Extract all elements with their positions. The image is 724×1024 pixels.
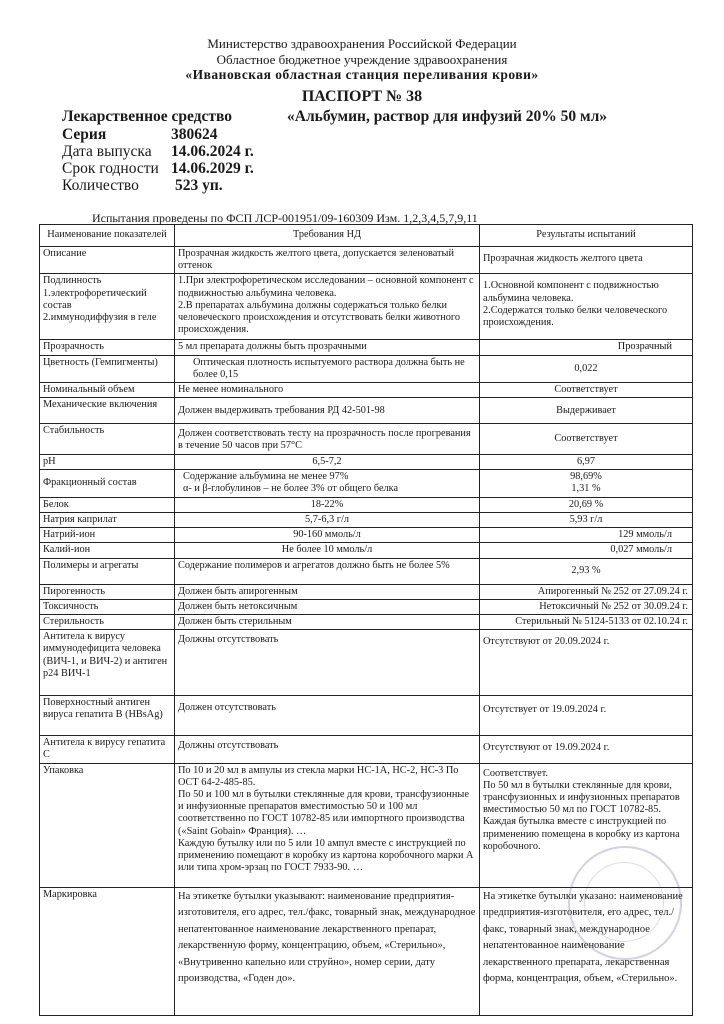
table-row [40, 398, 693, 424]
row-requirement: Должен соответствовать тесту на прозрачность после прогревания в течение 50 часов при 57°С [175, 424, 480, 454]
row-result: Соответствует [480, 383, 693, 398]
table-row [40, 469, 693, 497]
row-name: pH [40, 454, 175, 469]
row-requirement: 1.При электрофоретическом исследовании – основной компонент с подвижностью альбумина человека. 2.В препаратах альбумина должны содержаться только белки человеческого происхождения и отсутствовать белки животного происхождения. [175, 274, 480, 340]
table-row [40, 558, 693, 584]
row-name: Упаковка [40, 763, 175, 887]
row-name: Стерильность [40, 615, 175, 630]
row-result: Отсутствуют от 19.09.2024 г. [480, 736, 693, 763]
row-name: Пирогенность [40, 584, 175, 599]
table-row [40, 274, 693, 340]
table-row [40, 247, 693, 274]
table-row [40, 513, 693, 528]
row-requirement: 5 мл препарата должны быть прозрачными [175, 340, 480, 355]
quantity-value: 523 уп. [175, 177, 223, 194]
series-label: Серия [62, 126, 107, 143]
row-name: Стабильность [40, 424, 175, 454]
header-name: Наименование показателей [40, 225, 175, 247]
row-name: Номинальный объем [40, 383, 175, 398]
row-requirement: Не менее номинального [175, 383, 480, 398]
row-result: Прозрачный [480, 340, 693, 355]
quantity-label: Количество [62, 177, 139, 194]
row-result: 20,69 % [480, 497, 693, 512]
row-name: Цветность (Гемпигменты) [40, 355, 175, 382]
row-result: Прозрачная жидкость желтого цвета [480, 247, 693, 274]
expiry-date-value: 14.06.2029 г. [171, 160, 254, 177]
institution-line: Областное бюджетное учреждение здравоохранения [216, 52, 508, 67]
release-date-value: 14.06.2024 г. [171, 143, 254, 160]
table-row [40, 615, 693, 630]
row-requirement: 18-22% [175, 497, 480, 512]
row-result: 1.Основной компонент с подвижностью альбумина человека. 2.Содержатся только белки человеческого происхождения. [480, 274, 693, 340]
row-name: Токсичность [40, 599, 175, 614]
tests-note: Испытания проведены по ФСП ЛСР-001951/09-160309 Изм. 1,2,3,4,5,7,9,11 [92, 211, 478, 225]
table-row [40, 630, 693, 696]
table-row [40, 763, 693, 887]
row-requirement: Содержание полимеров и агрегатов должно быть не более 5% [175, 558, 480, 584]
row-result: 129 ммоль/л [480, 528, 693, 543]
row-result: Отсутствуют от 20.09.2024 г. [480, 630, 693, 696]
row-name: Натрия каприлат [40, 513, 175, 528]
table-row [40, 543, 693, 558]
release-date-label: Дата выпуска [62, 143, 152, 160]
row-name: Натрий-ион [40, 528, 175, 543]
station-line: «Ивановская областная станция переливания крови» [185, 67, 539, 82]
row-result: 0,022 [480, 355, 693, 382]
row-requirement: Содержание альбумина не менее 97% α- и β-глобулинов – не более 3% от общего белка [175, 469, 480, 497]
row-requirement: Должен быть стерильным [175, 615, 480, 630]
row-name: Полимеры и агрегаты [40, 558, 175, 584]
row-name: Антитела к вирусу иммунодефицита человека (ВИЧ-1, и ВИЧ-2) и антиген р24 ВИЧ-1 [40, 630, 175, 696]
row-result: 5,93 г/л [480, 513, 693, 528]
table-row [40, 355, 693, 382]
expiry-date-label: Срок годности [62, 160, 159, 177]
table-row [40, 340, 693, 355]
row-result: 2,93 % [480, 558, 693, 584]
row-requirement: Должен отсутствовать [175, 696, 480, 736]
row-requirement: 5,7-6,3 г/л [175, 513, 480, 528]
row-result: Нетоксичный № 252 от 30.09.24 г. [480, 599, 693, 614]
row-requirement: Оптическая плотность испытуемого раствора должна быть не более 0,15 [175, 355, 480, 382]
ministry-line: Министерство здравоохранения Российской Федерации [207, 36, 517, 51]
row-result: Соответствует [480, 424, 693, 454]
row-result: Отсутствует от 19.09.2024 г. [480, 696, 693, 736]
row-name: Поверхностный антиген вируса гепатита В (HBsAg) [40, 696, 175, 736]
header-results: Результаты испытаний [480, 225, 693, 247]
row-name: Антитела к вирусу гепатита С [40, 736, 175, 763]
row-name: Маркировка [40, 887, 175, 1015]
row-requirement: Должны отсутствовать [175, 630, 480, 696]
table-row [40, 424, 693, 454]
row-name: Механические включения [40, 398, 175, 424]
row-result: 0,027 ммоль/л [480, 543, 693, 558]
row-result: 98,69% 1,31 % [480, 469, 693, 497]
row-name: Калий-ион [40, 543, 175, 558]
row-name: Подлинность 1.электрофоретический состав 2.иммунодиффузия в геле [40, 274, 175, 340]
row-requirement: По 10 и 20 мл в ампулы из стекла марки НС-1А, НС-2, НС-3 По ОСТ 64-2-485-85. По 50 и 100 мл в бутылки стеклянные для крови, трансфузионные и инфузионные препаратов вместимостью 50 и 100 мл соответственно по ГОСТ 10782-85 или импортного производства («Saint Gobain» Франция). … Каждую бутылку или по 5 или 10 ампул вместе с инструкцией по применению помещают в коробку из картона коробочного марки А или типа хром-эрзац по ГОСТ 7933-90. … [175, 763, 480, 887]
table-row [40, 599, 693, 614]
row-result: Выдерживает [480, 398, 693, 424]
row-requirement: 90-160 ммоль/л [175, 528, 480, 543]
row-requirement: Должен быть апирогенным [175, 584, 480, 599]
row-result: Стерильный № 5124-5133 от 02.10.24 г. [480, 615, 693, 630]
table-row [40, 887, 693, 1015]
row-result: Соответствует. По 50 мл в бутылки стеклянные для крови, трансфузионных и инфузионных препаратов вместимостью 50 мл по ГОСТ 10782-85. Каждая бутылка вместе с инструкцией по применению помещена в коробку из картона коробочного. [480, 763, 693, 887]
table-row [40, 528, 693, 543]
row-name: Описание [40, 247, 175, 274]
row-requirement: Не более 10 ммоль/л [175, 543, 480, 558]
row-result: Апирогенный № 252 от 27.09.24 г. [480, 584, 693, 599]
header-requirements: Требования НД [175, 225, 480, 247]
row-requirement: На этикетке бутылки указывают: наименование предприятия-изготовителя, его адрес, тел./факс, товарный знак, международное непатентованное наименование лекарственного препарат, лекарственную форму, концентрацию, объем, «Стерильно», «Внутривенно капельно или струйно», номер серии, дату производства, «Годен до». [175, 887, 480, 1015]
table-row [40, 584, 693, 599]
table-row [40, 696, 693, 736]
row-requirement: Прозрачная жидкость желтого цвета, допускается зеленоватый оттенок [175, 247, 480, 274]
passport-title: ПАСПОРТ № 38 [301, 88, 423, 105]
row-requirement: Должен выдерживать требования РД 42-501-98 [175, 398, 480, 424]
row-name: Прозрачность [40, 340, 175, 355]
drug-label: Лекарственное средство [62, 108, 233, 125]
table-row [40, 736, 693, 763]
row-requirement: 6,5-7,2 [175, 454, 480, 469]
table-row [40, 497, 693, 512]
row-name: Белок [40, 497, 175, 512]
drug-name: «Альбумин, раствор для инфузий 20% 50 мл» [287, 108, 608, 125]
row-result: На этикетке бутылки указано: наименование предприятия-изготовителя, его адрес, тел./факс, товарный знак, международное непатентованное наименование лекарственного препарата, лекарственная форма, концентрация, объем, «Стерильно». [480, 887, 693, 1015]
results-table [39, 224, 693, 1016]
row-result: 6,97 [480, 454, 693, 469]
row-name: Фракционный состав [40, 469, 175, 497]
row-requirement: Должны отсутствовать [175, 736, 480, 763]
table-row [40, 454, 693, 469]
series-value: 380624 [171, 126, 218, 143]
row-requirement: Должен быть нетоксичным [175, 599, 480, 614]
table-row [40, 383, 693, 398]
